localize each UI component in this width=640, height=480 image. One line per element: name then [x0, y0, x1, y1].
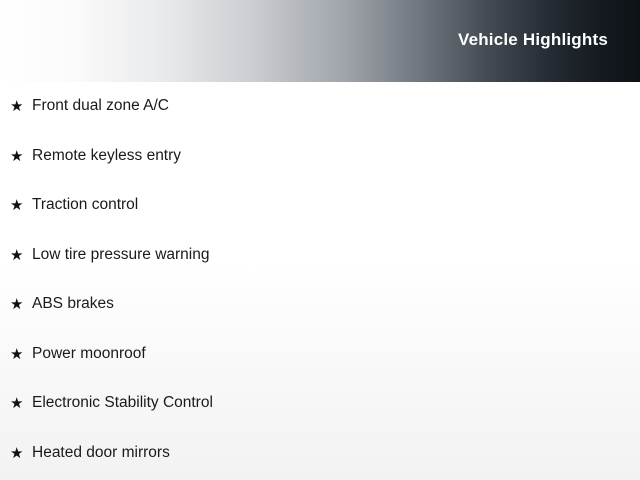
list-item: [0, 82, 640, 132]
highlight-label: Heated door mirrors: [32, 443, 170, 461]
highlight-label: Front dual zone A/C: [32, 97, 169, 115]
star-icon: ★: [10, 444, 24, 462]
highlight-label: Low tire pressure warning: [32, 245, 210, 263]
list-item: [0, 330, 640, 380]
list-item: [0, 429, 640, 479]
highlight-label: Electronic Stability Control: [32, 394, 213, 412]
star-icon: ★: [10, 98, 24, 116]
list-item: [0, 280, 640, 330]
star-icon: ★: [10, 296, 24, 314]
star-icon: ★: [10, 246, 24, 264]
header-bar: [0, 0, 640, 82]
list-item: [0, 231, 640, 281]
list-item: [0, 132, 640, 182]
page-title: Vehicle Highlights: [457, 30, 608, 49]
star-icon: ★: [10, 197, 24, 215]
highlight-label: Traction control: [32, 196, 139, 214]
star-icon: ★: [10, 345, 24, 363]
highlights-list: [0, 82, 640, 478]
star-icon: ★: [10, 395, 24, 413]
highlight-label: Remote keyless entry: [32, 146, 182, 164]
list-item: [0, 379, 640, 429]
highlight-label: ABS brakes: [32, 295, 114, 313]
highlight-label: Power moonroof: [32, 344, 146, 362]
star-icon: ★: [10, 147, 24, 165]
list-item: [0, 181, 640, 231]
